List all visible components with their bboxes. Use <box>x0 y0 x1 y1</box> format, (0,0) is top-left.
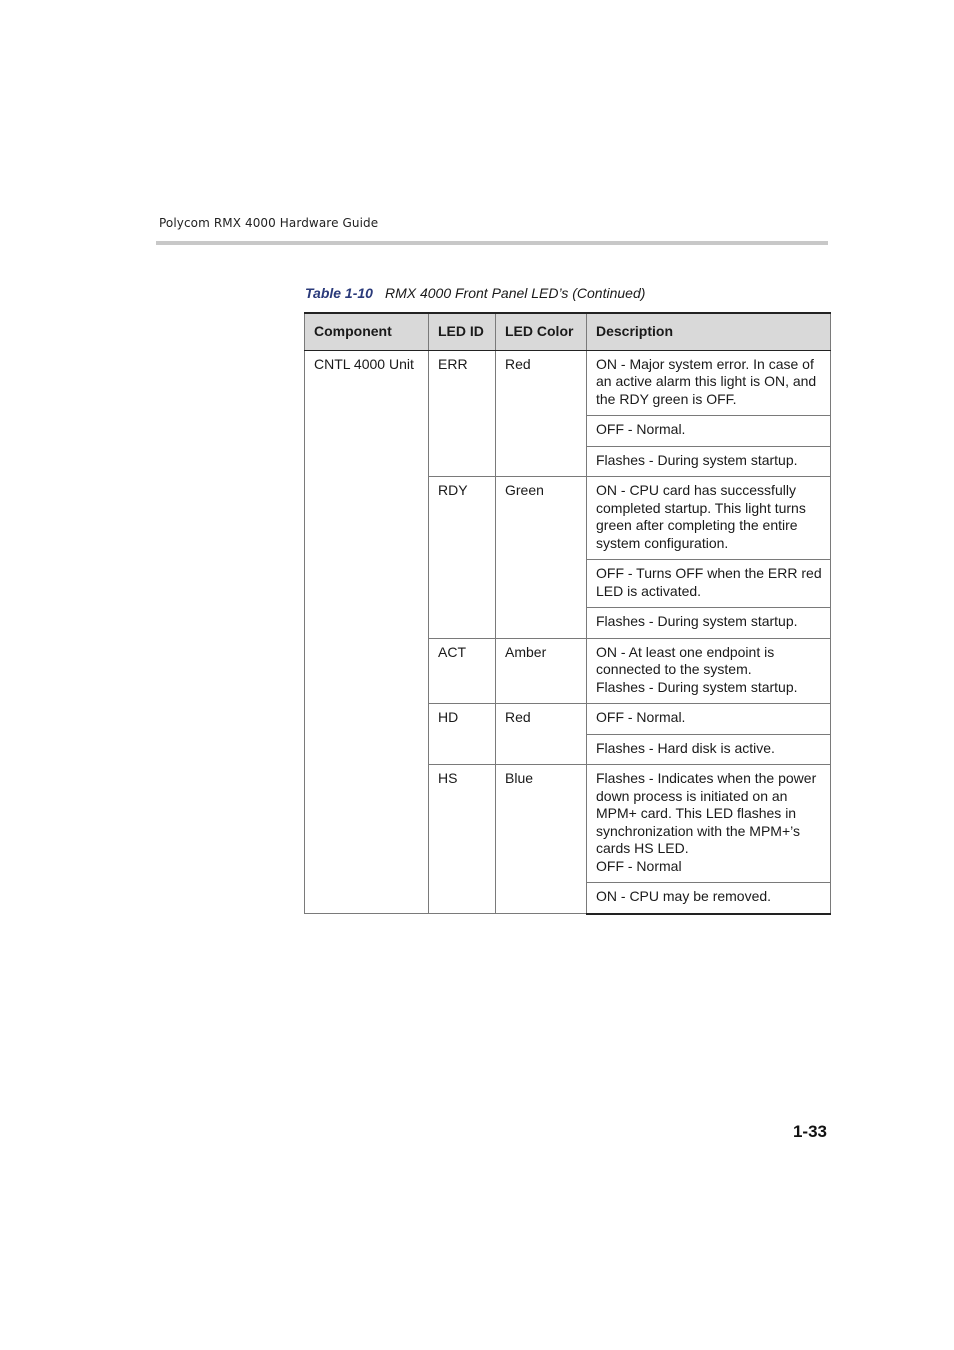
description-text: ON - CPU card has successfully completed startup. This light turns green after completing the entire system configuration. <box>596 482 806 551</box>
header-rule <box>156 241 828 245</box>
page-number: 1-33 <box>792 1122 827 1141</box>
cell-description <box>587 734 831 765</box>
cell-description <box>587 446 831 477</box>
cell-description <box>587 608 831 639</box>
description-text: Flashes - Hard disk is active. <box>596 739 775 756</box>
description-text: OFF - Turns OFF when the ERR red LED is activated. <box>596 565 822 599</box>
table-caption-title: RMX 4000 Front Panel LED’s (Continued) <box>384 285 646 301</box>
description-text: OFF - Normal. <box>596 421 686 437</box>
cell-led-id: ERR <box>429 350 496 477</box>
cell-led-color: Blue <box>496 765 587 914</box>
led-table <box>304 312 831 915</box>
table-row <box>305 350 831 416</box>
cell-led-id: RDY <box>429 477 496 639</box>
cell-description <box>587 416 831 447</box>
table-header-row <box>305 313 831 350</box>
table-caption <box>305 285 645 301</box>
cell-led-id: HD <box>429 704 496 765</box>
description-text: Flashes - During system startup. <box>596 451 798 468</box>
table-caption-number: Table 1-10 <box>305 285 373 301</box>
description-text: OFF - Normal <box>596 857 682 874</box>
cell-description <box>587 560 831 608</box>
cell-description <box>587 765 831 883</box>
description-text: Flashes - Indicates when the power down process is initiated on an MPM+ card. This LED flashes in synchronization with the MPM+’s cards HS LED. <box>596 770 817 856</box>
cell-led-color: Amber <box>496 638 587 704</box>
description-text: OFF - Normal. <box>596 709 686 725</box>
description-text: Flashes - During system startup. <box>596 613 798 629</box>
running-header: Polycom RMX 4000 Hardware Guide <box>159 216 379 230</box>
cell-led-id: ACT <box>429 638 496 704</box>
description-text: ON - CPU may be removed. <box>596 888 772 904</box>
description-text: Flashes - During system startup. <box>596 678 798 695</box>
header-description: Description <box>587 313 831 350</box>
description-text: ON - Major system error. In case of an active alarm this light is ON, and the RDY green is OFF. <box>596 355 817 407</box>
cell-led-color: Green <box>496 477 587 639</box>
header-component: Component <box>305 313 429 350</box>
cell-component: CNTL 4000 Unit <box>305 350 429 914</box>
cell-description <box>587 477 831 560</box>
cell-description <box>587 704 831 735</box>
cell-description <box>587 883 831 914</box>
cell-led-color: Red <box>496 350 587 477</box>
cell-led-id: HS <box>429 765 496 914</box>
cell-description <box>587 638 831 704</box>
header-led-color: LED Color <box>496 313 587 350</box>
table-body <box>305 350 831 914</box>
cell-led-color: Red <box>496 704 587 765</box>
header-led-id: LED ID <box>429 313 496 350</box>
cell-description <box>587 350 831 416</box>
description-text: ON - At least one endpoint is connected to the system. <box>596 643 775 677</box>
